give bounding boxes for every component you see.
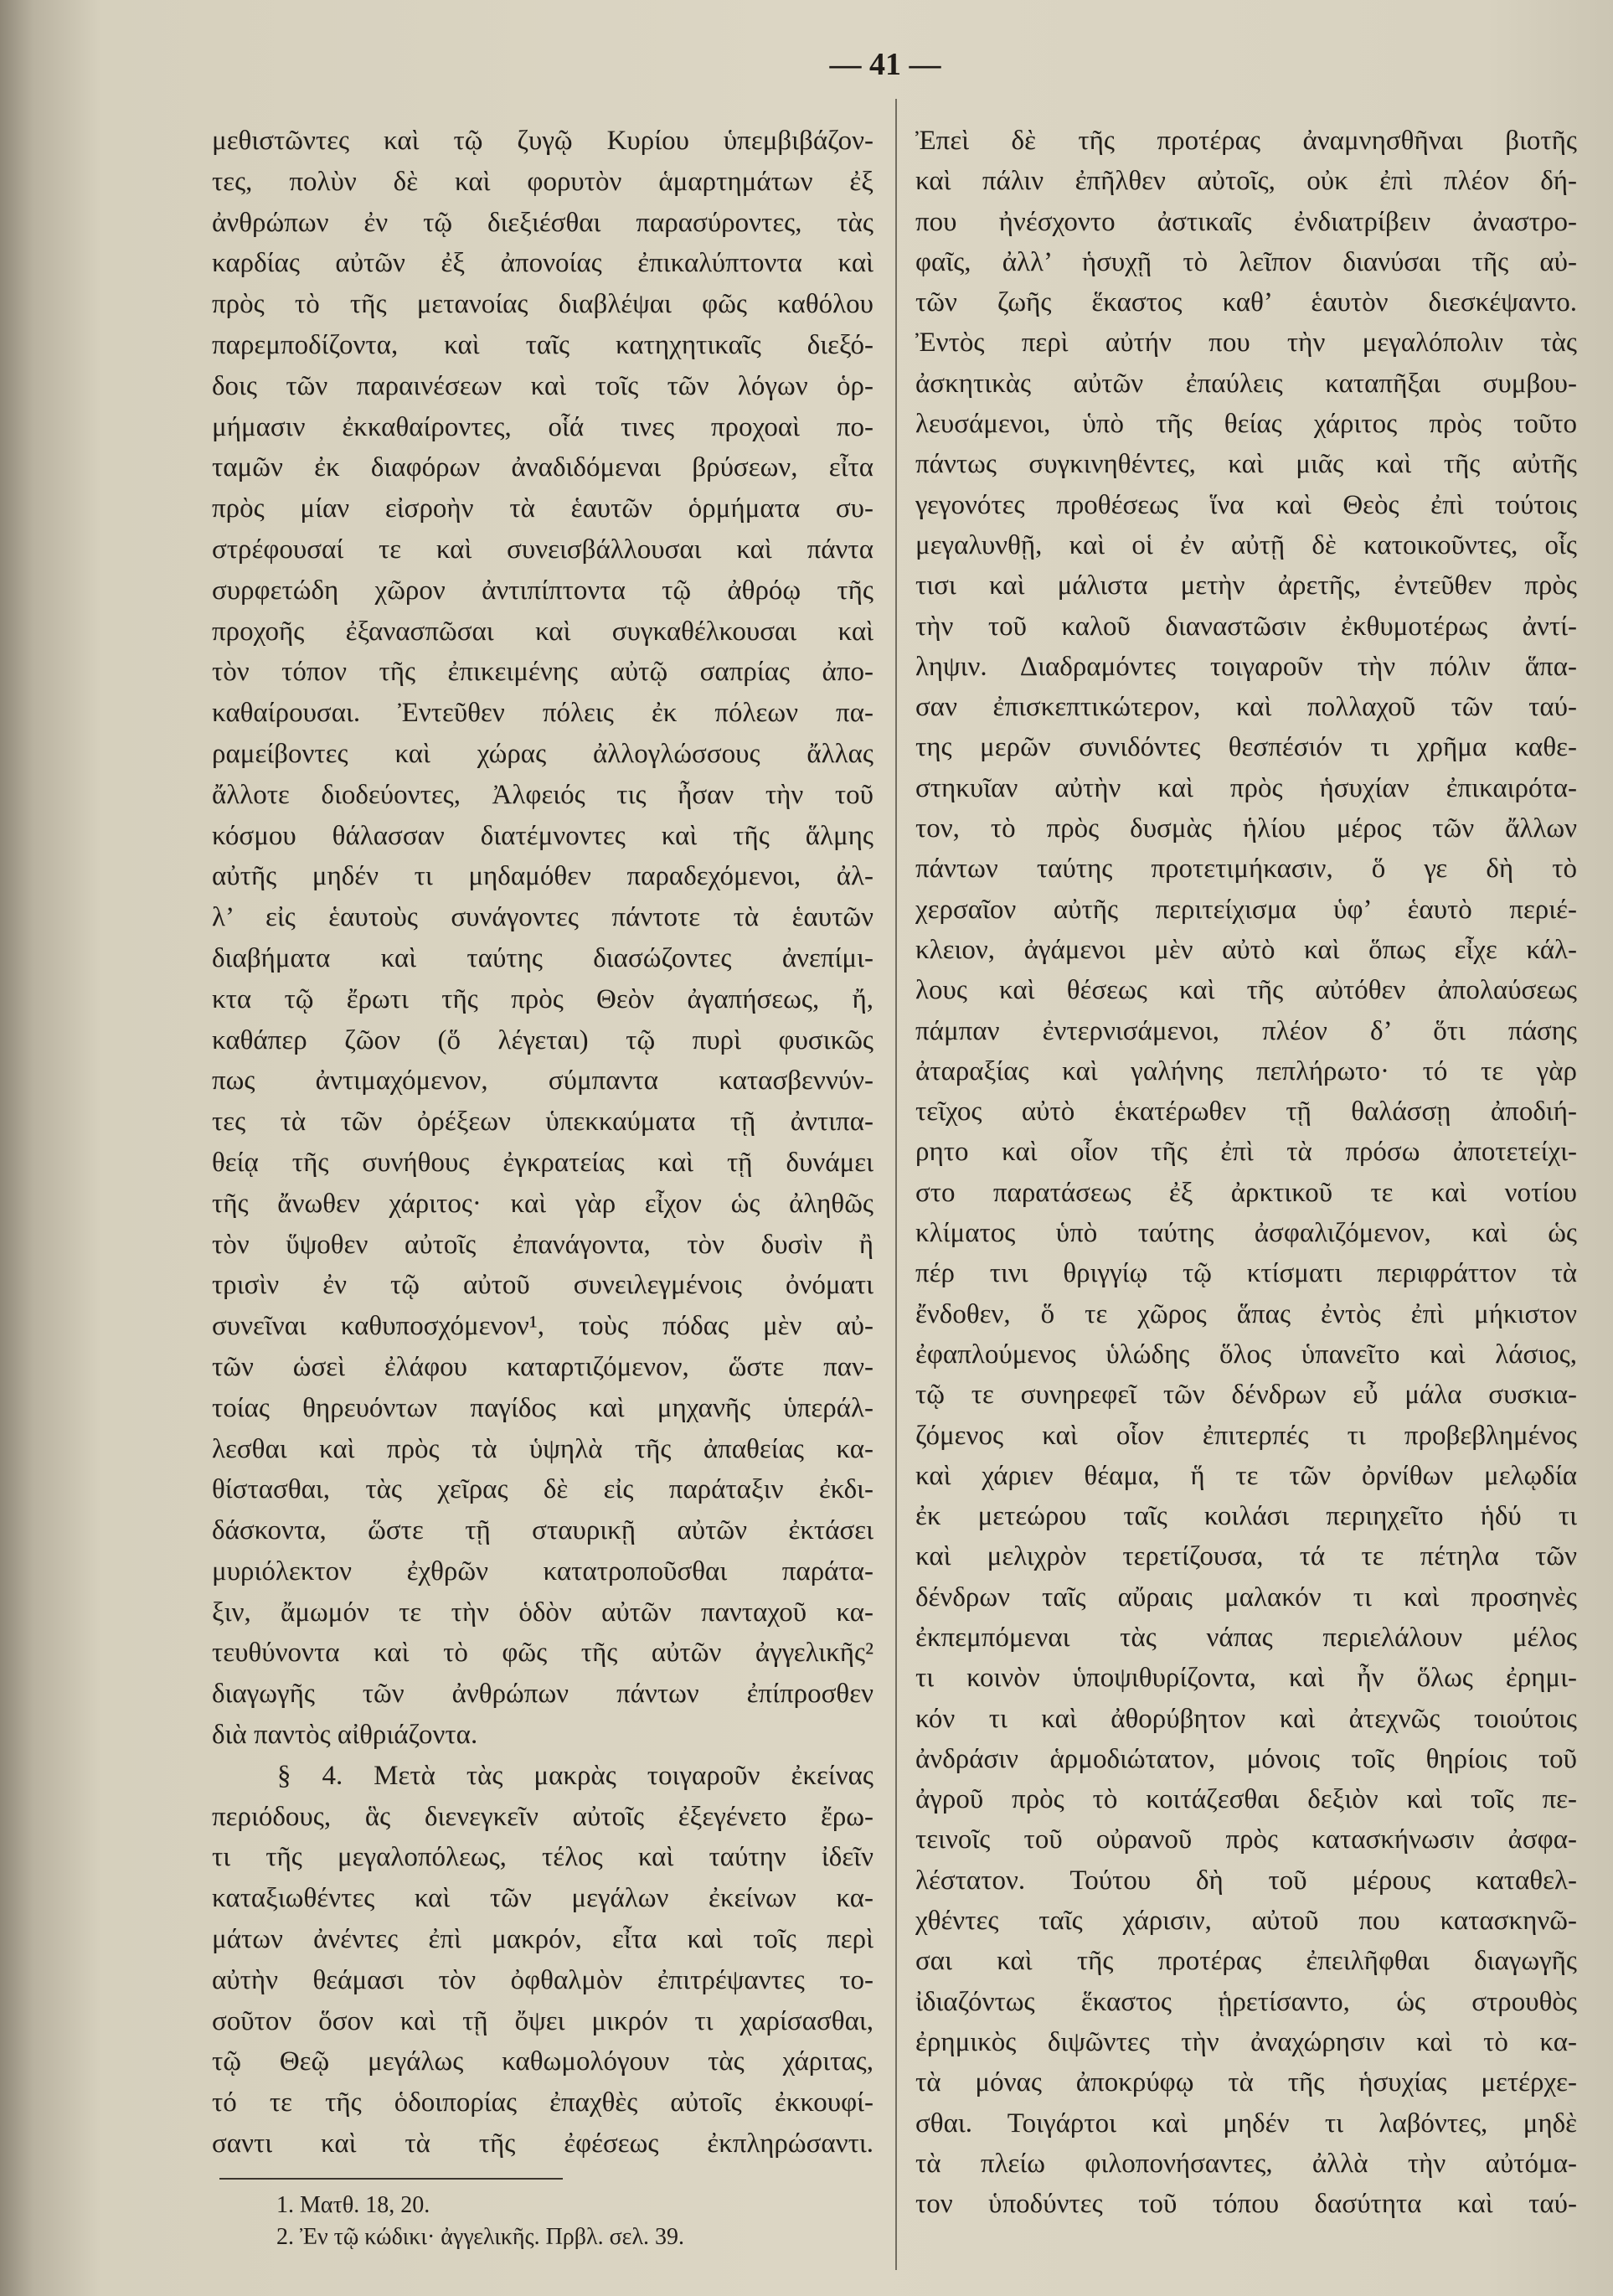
right-column-line: τισι καὶ μάλιστα μετὴν ἀρετῆς, ἐντεῦθεν πρὸς: [915, 570, 1577, 601]
right-column-line: ζόμενος καὶ οἷον ἐπιτερπές τι προβεβλημένος: [915, 1420, 1577, 1451]
left-column-line: τὸν ὕψοθεν αὐτοῖς ἐπανάγοντα, τὸν δυσὶν ἢ: [212, 1229, 873, 1260]
left-column-line: τὸν τόπον τῆς ἐπικειμένης αὐτῷ σαπρίας ἀπο-: [212, 657, 873, 688]
left-column-line: αὐτὴν θεάμασι τὸν ὀφθαλμὸν ἐπιτρέψαντες το-: [212, 1964, 873, 1995]
left-column-line: ξιν, ἄμωμόν τε τὴν ὁδὸν αὐτῶν πανταχοῦ κα-: [212, 1597, 873, 1628]
left-column-line: στρέφουσαί τε καὶ συνεισβάλλουσαι καὶ πάντα: [212, 534, 873, 565]
right-column-line: τεινοῖς τοῦ οὐρανοῦ πρὸς κατασκήνωσιν ἀσφα-: [915, 1824, 1577, 1855]
right-column-line: Ἐντὸς περὶ αὐτήν που τὴν μεγαλόπολιν τὰς: [915, 328, 1577, 359]
left-column: [212, 121, 873, 2164]
left-column-line: συρφετώδη χῶρον ἀντιπίπτοντα τῷ ἀθρόῳ τῆς: [212, 575, 873, 606]
right-column-line: χθέντες ταῖς χάρισιν, αὐτοῦ που κατασκηνῶ-: [915, 1906, 1577, 1937]
left-column-line: πρὸς τὸ τῆς μετανοίας διαβλέψαι φῶς καθόλου: [212, 289, 873, 320]
right-column-line: κλειον, ἀγάμενοι μὲν αὐτὸ καὶ ὅπως εἶχε κάλ-: [915, 934, 1577, 965]
right-column-line: ρητο καὶ οἷον τῆς ἐπὶ τὰ πρόσω ἀποτετείχι-: [915, 1137, 1577, 1168]
left-column-line: αὐτῆς μηδέν τι μηδαμόθεν παραδεχόμενοι, ἀλ-: [212, 861, 873, 892]
left-column-line: περιόδους, ἃς διενεγκεῖν αὐτοῖς ἐξεγένετο ἔρω-: [212, 1801, 873, 1832]
right-column-line: Ἐπεὶ δὲ τῆς προτέρας ἀναμνησθῆναι βιοτῆς: [915, 126, 1577, 156]
right-column-line: πέρ τινι θριγγίῳ τῷ κτίσματι περιφράττον τὰ: [915, 1258, 1577, 1289]
right-column-line: χερσαῖον αὐτῆς περιτείχισμα ὑφ’ ἑαυτὸ περιέ-: [915, 894, 1577, 925]
left-column-line: τες, πολὺν δὲ καὶ φορυτὸν ἁμαρτημάτων ἐξ: [212, 166, 873, 197]
left-column-line: τι τῆς μεγαλοπόλεως, τέλος καὶ ταύτην ἰδεῖν: [212, 1842, 873, 1873]
right-column-line: σαν ἐπισκεπτικώτερον, καὶ πολλαχοῦ τῶν ταύ-: [915, 692, 1577, 723]
right-column: [915, 121, 1577, 2224]
left-column-line: θίστασθαι, τὰς χεῖρας δὲ εἰς παράταξιν ἐκδι-: [212, 1474, 873, 1505]
right-column-line: ἀσκητικὰς αὐτῶν ἐπαύλεις καταπῆξαι συμβου-: [915, 368, 1577, 399]
left-column-line: κόσμου θάλασσαν διατέμνοντες καὶ τῆς ἅλμης: [212, 820, 873, 851]
left-column-line: λεσθαι καὶ πρὸς τὰ ὑψηλὰ τῆς ἀπαθείας κα-: [212, 1433, 873, 1464]
right-column-line: πάμπαν ἐντερνισάμενοι, πλέον δ’ ὅτι πάσης: [915, 1015, 1577, 1046]
right-column-line: πάντως συγκινηθέντες, καὶ μιᾶς καὶ τῆς αὐτῆς: [915, 449, 1577, 480]
right-column-line: τον ὑποδύντες τοῦ τόπου δασύτητα καὶ ταύ-: [915, 2189, 1577, 2220]
right-column-line: τον, τὸ πρὸς δυσμὰς ἡλίου μέρος τῶν ἄλλων: [915, 813, 1577, 844]
left-column-line: σοῦτον ὅσον καὶ τῇ ὄψει μικρόν τι χαρίσασθαι,: [212, 2005, 873, 2036]
right-column-line: της μερῶν συνιδόντες θεσπέσιόν τι χρῆμα καθε-: [915, 732, 1577, 763]
right-column-line: πάντων ταύτης προτετιμήκασιν, ὅ γε δὴ τὸ: [915, 854, 1577, 885]
left-column-line: τό τε τῆς ὁδοιπορίας ἐπαχθὲς αὐτοῖς ἐκκουφί-: [212, 2087, 873, 2118]
right-column-line: ἐρημικὸς διψῶντες τὴν ἀναχώρησιν καὶ τὸ κα-: [915, 2026, 1577, 2057]
right-column-line: ληψιν. Διαδραμόντες τοιγαροῦν τὴν πόλιν ἅπα-: [915, 651, 1577, 682]
left-column-line: λ’ εἰς ἑαυτοὺς συνάγοντες πάντοτε τὰ ἑαυτῶν: [212, 902, 873, 933]
left-column-line: καταξιωθέντες καὶ τῶν μεγάλων ἐκείνων κα-: [212, 1883, 873, 1914]
left-column-line: μεθιστῶντες καὶ τῷ ζυγῷ Κυρίου ὑπεμβιβάζον-: [212, 126, 873, 156]
right-column-line: ἀταραξίας καὶ γαλήνης πεπλήρωτο· τό τε γὰρ: [915, 1055, 1577, 1086]
right-column-line: στηκυῖαν αὐτὴν καὶ πρὸς ἡσυχίαν ἐπικαιρότα-: [915, 772, 1577, 803]
footnote: 2. Ἐν τῷ κώδικι· ἀγγελικῆς. Πρβλ. σελ. 39.: [276, 2224, 685, 2250]
left-column-line: δάσκοντα, ὥστε τῇ σταυρικῇ αὐτῶν ἐκτάσει: [212, 1515, 873, 1546]
right-column-line: τῶν ζωῆς ἕκαστος καθ’ ἑαυτὸν διεσκέψαντο.: [915, 287, 1577, 318]
right-column-line: στο παρατάσεως ἐξ ἀρκτικοῦ τε καὶ νοτίου: [915, 1177, 1577, 1208]
left-column-line: μάτων ἀνέντες ἐπὶ μακρόν, εἶτα καὶ τοῖς περὶ: [212, 1924, 873, 1955]
right-column-line: λέστατον. Τούτου δὴ τοῦ μέρους καταθελ-: [915, 1865, 1577, 1896]
left-column-line: ταμῶν ἐκ διαφόρων ἀναδιδόμεναι βρύσεων, εἶτα: [212, 452, 873, 483]
right-column-line: λους καὶ θέσεως καὶ τῆς αὐτόθεν ἀπολαύσεως: [915, 975, 1577, 1006]
left-column-line: τοίας θηρευόντων παγίδος καὶ μηχανῆς ὑπεράλ-: [212, 1392, 873, 1423]
left-column-line: τῷ Θεῷ μεγάλως καθωμολόγουν τὰς χάριτας,: [212, 2046, 873, 2077]
left-column-line: προχοῆς ἐξανασπῶσαι καὶ συγκαθέλκουσαι καὶ: [212, 616, 873, 647]
left-column-line: τῆς ἄνωθεν χάριτος· καὶ γὰρ εἶχον ὡς ἀληθῶς: [212, 1188, 873, 1219]
left-column-line: τῶν ὡσεὶ ἐλάφου καταρτιζόμενον, ὥστε παν-: [212, 1351, 873, 1382]
right-column-line: ἐκ μετεώρου ταῖς κοιλάσι περιηχεῖτο ἡδύ τι: [915, 1501, 1577, 1532]
left-column-line: ραμείβοντες καὶ χώρας ἀλλογλώσσους ἄλλας: [212, 738, 873, 769]
right-column-line: λευσάμενοι, ὑπὸ τῆς θείας χάριτος πρὸς τοῦτο: [915, 409, 1577, 440]
right-column-line: ἀγροῦ πρὸς τὸ κοιτάζεσθαι δεξιὸν καὶ τοῖς πε-: [915, 1784, 1577, 1815]
right-column-line: ἰδιαζόντως ἕκαστος ᾑρετίσαντο, ὡς στρουθὸς: [915, 1986, 1577, 2017]
footnote-rule: [219, 2178, 563, 2180]
right-column-line: ἀνδράσιν ἁρμοδιώτατον, μόνοις τοῖς θηρίοις τοῦ: [915, 1743, 1577, 1774]
left-column-line: τευθύνοντα καὶ τὸ φῶς τῆς αὐτῶν ἀγγελικῆς²: [212, 1638, 873, 1669]
left-column-line: διαβήματα καὶ ταύτης διασώζοντες ἀνεπίμι-: [212, 942, 873, 973]
right-column-line: ἔνδοθεν, ὅ τε χῶρος ἅπας ἐντὸς ἐπὶ μήκιστον: [915, 1298, 1577, 1329]
right-column-line: τὰ πλείω φιλοπονήσαντες, ἀλλὰ τὴν αὐτόμα-: [915, 2148, 1577, 2179]
left-column-line: μυριόλεκτον ἐχθρῶν κατατροποῦσθαι παράτα-: [212, 1556, 873, 1587]
right-column-line: καὶ μελιχρὸν τερετίζουσα, τά τε πέτηλα τῶν: [915, 1541, 1577, 1572]
left-column-line: τρισὶν ἐν τῷ αὐτοῦ συνειλεγμένοις ὀνόματι: [212, 1270, 873, 1301]
left-column-line: ἀνθρώπων ἐν τῷ διεξιέσθαι παρασύροντες, τὰς: [212, 207, 873, 238]
right-column-line: φαῖς, ἀλλ’ ἡσυχῇ τὸ λεῖπον διανύσαι τῆς αὐ-: [915, 246, 1577, 277]
left-column-line: τες τὰ τῶν ὀρέξεων ὑπεκκαύματα τῇ ἀντιπα-: [212, 1107, 873, 1138]
left-column-line: μήμασιν ἐκκαθαίροντες, οἷά τινες προχοαὶ πο-: [212, 411, 873, 442]
left-column-line: διαγωγῆς τῶν ἀνθρώπων πάντων ἐπίπροσθεν: [212, 1679, 873, 1710]
left-column-line: καθάπερ ζῶον (ὅ λέγεται) τῷ πυρὶ φυσικῶς: [212, 1024, 873, 1055]
right-column-line: τεῖχος αὐτὸ ἑκατέρωθεν τῇ θαλάσσῃ ἀποδιή-: [915, 1096, 1577, 1127]
left-column-line: συνεῖναι καθυποσχόμενον¹, τοὺς πόδας μὲν αὐ-: [212, 1311, 873, 1342]
left-column-line: σαντι καὶ τὰ τῆς ἐφέσεως ἐκπληρώσαντι.: [212, 2128, 873, 2159]
right-column-line: σαι καὶ τῆς προτέρας ἐπειλῆφθαι διαγωγῆς: [915, 1946, 1577, 1977]
left-column-line: καθαίρουσαι. Ἐντεῦθεν πόλεις ἐκ πόλεων πα-: [212, 698, 873, 729]
right-column-line: ἐκπεμπόμεναι τὰς νάπας περιελάλουν μέλος: [915, 1622, 1577, 1653]
footnote: 1. Ματθ. 18, 20.: [276, 2192, 430, 2218]
right-column-line: μεγαλυνθῇ, καὶ οἱ ἐν αὐτῇ δὲ κατοικοῦντες, οἷς: [915, 529, 1577, 560]
left-column-line: θείᾳ τῆς συνήθους ἐγκρατείας καὶ τῇ δυνάμει: [212, 1147, 873, 1178]
left-column-line: πως ἀντιμαχόμενον, σύμπαντα κατασβεννύν-: [212, 1065, 873, 1096]
left-column-line: διὰ παντὸς αἰθριάζοντα.: [212, 1720, 478, 1751]
column-divider: [895, 99, 897, 2270]
right-column-line: καὶ πάλιν ἐπῆλθεν αὐτοῖς, οὐκ ἐπὶ πλέον δή-: [915, 166, 1577, 197]
left-column-line: ἄλλοτε διοδεύοντες, Ἀλφειός τις ἦσαν τὴν τοῦ: [212, 779, 873, 810]
left-column-line: πρὸς μίαν εἰσροὴν τὰ ἑαυτῶν ὁρμήματα συ-: [212, 493, 873, 524]
right-column-line: ἐφαπλούμενος ὑλώδης ὅλος ὑπανεῖτο καὶ λάσιος,: [915, 1339, 1577, 1370]
right-column-line: τι κοινὸν ὑποψιθυρίζοντα, καὶ ἦν ὅλως ἐρημι-: [915, 1663, 1577, 1694]
right-column-line: τῷ τε συνηρεφεῖ τῶν δένδρων εὖ μάλα συσκια-: [915, 1380, 1577, 1411]
left-column-line: καρδίας αὐτῶν ἐξ ἀπονοίας ἐπικαλύπτοντα καὶ: [212, 248, 873, 279]
left-column-line: κτα τῷ ἔρωτι τῆς πρὸς Θεὸν ἀγαπήσεως, ἤ,: [212, 983, 873, 1014]
right-column-line: τὰ μόνας ἀποκρύφῳ τὰ τῆς ἡσυχίας μετέρχε-: [915, 2067, 1577, 2098]
left-column-line: παρεμποδίζοντα, καὶ ταῖς κατηχητικαῖς διεξό-: [212, 329, 873, 360]
right-column-line: που ἠνέσχοντο ἀστικαῖς ἐνδιατρίβειν ἀναστρο-: [915, 206, 1577, 237]
right-column-line: τὴν τοῦ καλοῦ διαναστῶσιν ἐκθυμοτέρως ἀντί-: [915, 611, 1577, 642]
right-column-line: καὶ χάριεν θέαμα, ἥ τε τῶν ὀρνίθων μελῳδία: [915, 1460, 1577, 1491]
right-column-line: γεγονότες προθέσεως ἵνα καὶ Θεὸς ἐπὶ τούτοις: [915, 489, 1577, 520]
right-column-line: κλίματος ὑπὸ ταύτης ἀσφαλιζόμενον, καὶ ὡς: [915, 1218, 1577, 1249]
section-heading-line: § 4. Μετὰ τὰς μακρὰς τοιγαροῦν ἐκείνας: [277, 1760, 873, 1791]
left-column-line: δοις τῶν παραινέσεων καὶ τοῖς τῶν λόγων ὁρ-: [212, 370, 873, 401]
right-column-line: δένδρων ταῖς αὔραις μαλακόν τι καὶ προσηνὲς: [915, 1581, 1577, 1612]
right-column-line: κόν τι καὶ ἀθορύβητον καὶ ἀτεχνῶς τοιούτοις: [915, 1703, 1577, 1734]
page-number: — 41 —: [829, 47, 941, 82]
right-column-line: σθαι. Τοιγάρτοι καὶ μηδέν τι λαβόντες, μηδὲ: [915, 2108, 1577, 2139]
footnotes: [276, 2190, 863, 2253]
